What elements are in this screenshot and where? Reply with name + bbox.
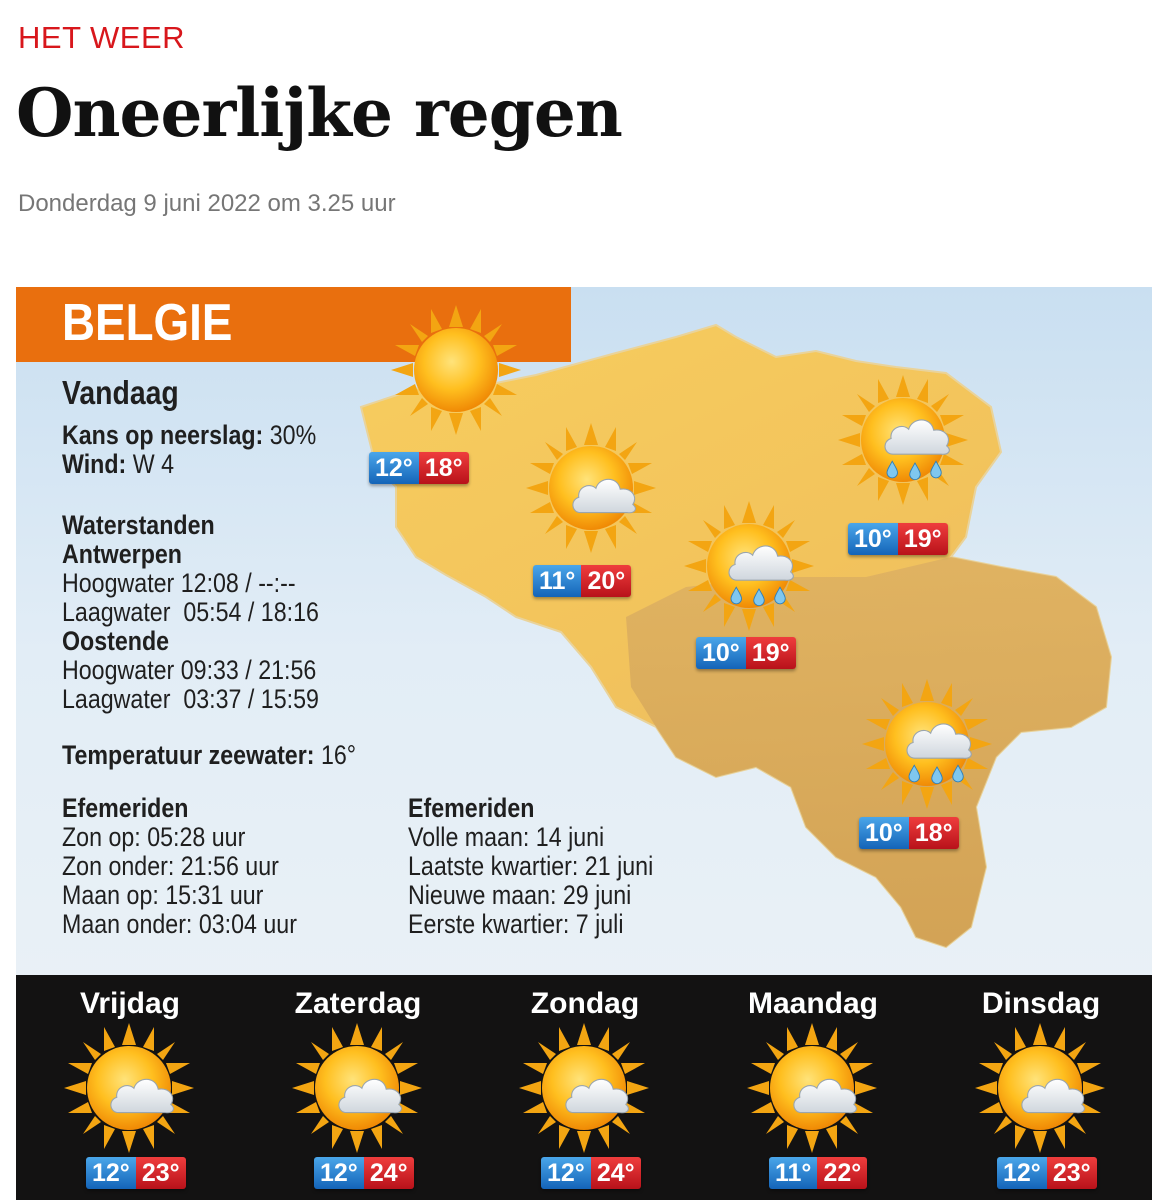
temp-low: 10° (848, 523, 898, 555)
map-point-center (684, 501, 814, 636)
sun-icon (391, 305, 521, 435)
temp-low: 12° (314, 1157, 364, 1189)
forecast-day (713, 975, 913, 1200)
temp-high: 22° (817, 1157, 867, 1189)
moonset: Maan onder: 03:04 uur (62, 909, 297, 939)
tides-heading: Waterstanden (62, 510, 215, 540)
temp-low: 11° (769, 1157, 817, 1189)
tides-antwerpen: Antwerpen (62, 539, 182, 569)
temp-low: 10° (696, 637, 746, 669)
forecast-day-name: Zaterdag (294, 987, 422, 1020)
section-label[interactable]: HET WEER (18, 20, 186, 55)
forecast-day-name: Vrijdag (79, 987, 181, 1020)
map-point-center-temps (696, 637, 796, 669)
article-dateline: Donderdag 9 juni 2022 om 3.25 uur (18, 190, 396, 217)
temp-low: 12° (541, 1157, 591, 1189)
new-moon: Nieuwe maan: 29 juni (408, 880, 632, 910)
temp-high: 18° (419, 452, 469, 484)
forecast-day-name: Maandag (747, 987, 879, 1020)
partly-cloudy-icon (526, 423, 656, 553)
last-quarter: Laatste kwartier: 21 juni (408, 851, 654, 881)
forecast-temps (314, 1157, 414, 1189)
sunrise: Zon op: 05:28 uur (62, 822, 246, 852)
forecast-day (30, 975, 230, 1200)
wind-label: Wind: (62, 449, 127, 479)
forecast-temps (769, 1157, 867, 1189)
moonrise: Maan op: 15:31 uur (62, 880, 264, 910)
first-quarter: Eerste kwartier: 7 juli (408, 909, 624, 939)
temp-high: 20° (581, 565, 631, 597)
sun-moon-block (62, 794, 297, 939)
sunset: Zon onder: 21:56 uur (62, 851, 279, 881)
map-point-coast (391, 305, 521, 440)
temp-low: 10° (859, 817, 909, 849)
partly-cloudy-icon (975, 1023, 1105, 1153)
temp-high: 19° (898, 523, 948, 555)
wind-value: W 4 (132, 449, 175, 479)
partly-cloudy-icon (747, 1023, 877, 1153)
map-point-coast-temps (369, 452, 469, 484)
forecast-temps (86, 1157, 186, 1189)
today-block (62, 375, 316, 479)
moon-phases-block (408, 794, 653, 939)
map-point-flanders-temps (533, 565, 631, 597)
tides-oostende: Oostende (62, 626, 170, 656)
temp-low: 11° (533, 565, 581, 597)
temp-low: 12° (997, 1157, 1047, 1189)
map-point-flanders (526, 423, 656, 558)
forecast-day (941, 975, 1141, 1200)
temp-high: 19° (746, 637, 796, 669)
tides-antwerpen-low: Laagwater 05:54 / 18:16 (62, 597, 319, 627)
forecast-day (485, 975, 685, 1200)
partly-cloudy-icon (64, 1023, 194, 1153)
temp-high: 18° (909, 817, 959, 849)
sun-moon-heading: Efemeriden (62, 793, 189, 823)
tides-block (62, 511, 319, 714)
tides-oostende-low: Laagwater 03:37 / 15:59 (62, 684, 319, 714)
forecast-temps (541, 1157, 641, 1189)
forecast-strip (16, 975, 1152, 1200)
sea-temp-block (62, 741, 356, 770)
forecast-day-name: Zondag (530, 987, 640, 1020)
map-point-limburg (838, 375, 968, 510)
sea-temp-label: Temperatuur zeewater: (62, 740, 315, 770)
tides-antwerpen-high: Hoogwater 12:08 / --:-- (62, 568, 296, 598)
precip-value: 30% (269, 420, 317, 450)
map-point-ardennes (862, 679, 992, 814)
sun-cloud-rain-icon (684, 501, 814, 631)
today-heading: Vandaag (62, 374, 179, 411)
forecast-day (258, 975, 458, 1200)
sun-cloud-rain-icon (862, 679, 992, 809)
temp-high: 23° (1047, 1157, 1097, 1189)
moon-phases-heading: Efemeriden (408, 793, 535, 823)
tides-oostende-high: Hoogwater 09:33 / 21:56 (62, 655, 317, 685)
map-point-limburg-temps (848, 523, 948, 555)
temp-high: 24° (364, 1157, 414, 1189)
temp-high: 23° (136, 1157, 186, 1189)
partly-cloudy-icon (292, 1023, 422, 1153)
forecast-day-name: Dinsdag (981, 987, 1101, 1020)
sea-temp-value: 16° (320, 740, 357, 770)
temp-low: 12° (369, 452, 419, 484)
map-point-ardennes-temps (859, 817, 959, 849)
article-headline: Oneerlijke regen (16, 74, 622, 152)
region-title: BELGIE (62, 294, 233, 352)
precip-label: Kans op neerslag: (62, 420, 264, 450)
temp-high: 24° (591, 1157, 641, 1189)
temp-low: 12° (86, 1157, 136, 1189)
full-moon: Volle maan: 14 juni (408, 822, 605, 852)
partly-cloudy-icon (519, 1023, 649, 1153)
sun-cloud-rain-icon (838, 375, 968, 505)
weather-graphic (16, 287, 1152, 1200)
forecast-temps (997, 1157, 1097, 1189)
